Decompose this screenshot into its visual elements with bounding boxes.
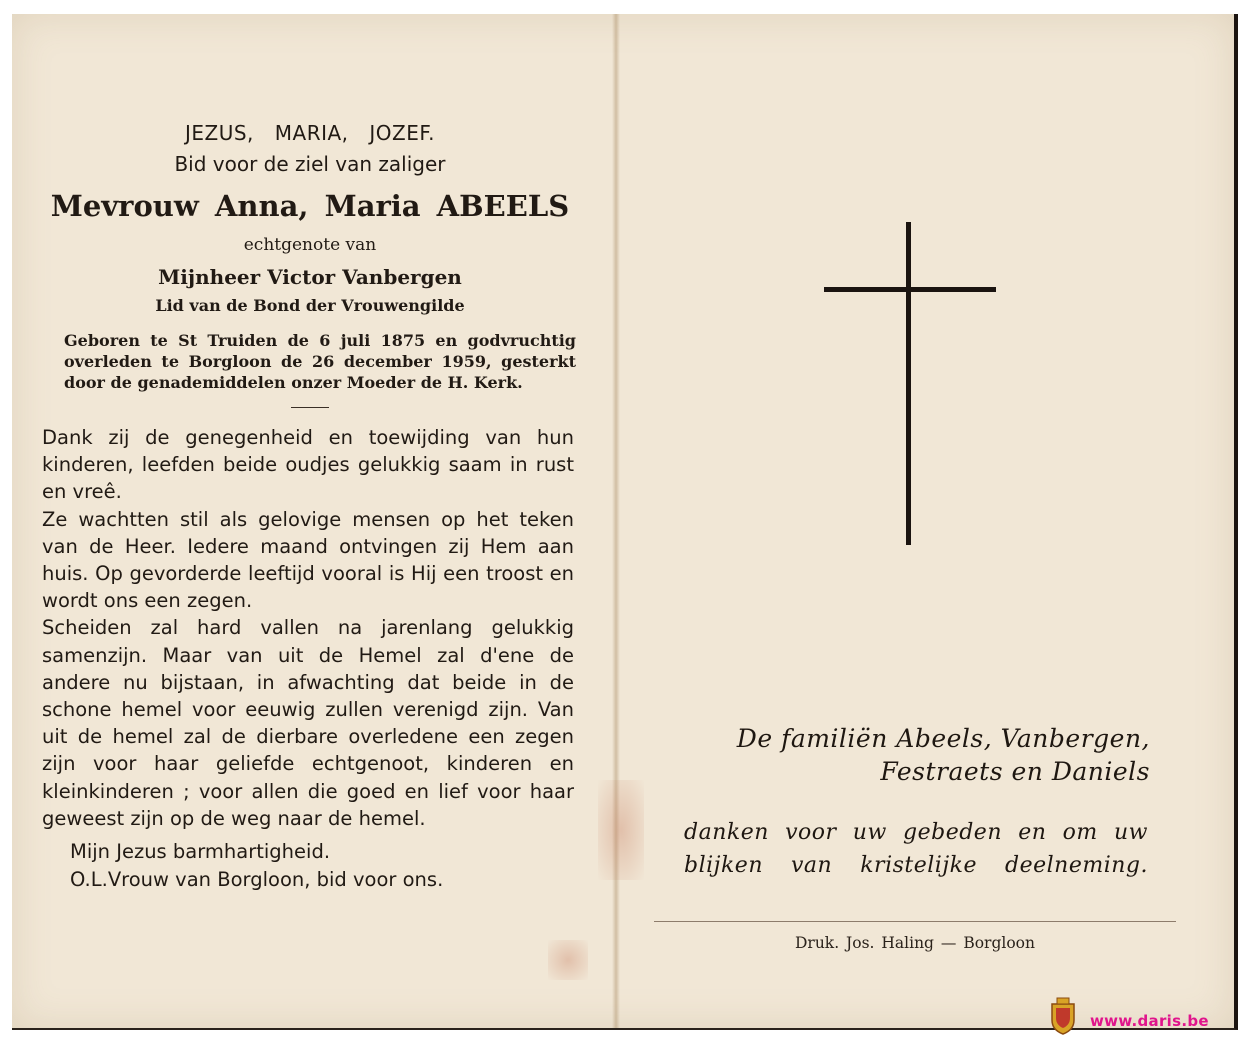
printer-credit: Druk. Jos. Haling — Borgloon [794,934,1035,952]
membership: Lid van de Bond der Vrouwengilde [155,296,465,315]
divider [291,407,329,408]
thanks [684,816,1148,882]
prayer-request: Bid voor de ziel van zaliger [174,152,446,176]
cross-icon [824,287,996,292]
paragraph: Dank zij de genegenheid en toewijding van hun kinderen, leefden beide oudjes gelukkig saam in rust en vreê. [42,426,574,504]
memorial-text [42,424,574,832]
closing-prayers [70,838,580,893]
prayer-line: Mijn Jezus barmhartigheid. [70,840,331,864]
left-panel [40,118,580,968]
deceased-name: Mevrouw Anna, Maria ABEELS [50,189,570,223]
watermark: www.daris.be [1090,1012,1209,1030]
crest-icon [1048,996,1078,1036]
families [680,722,1150,788]
thanks-line: danken voor uw gebeden en om uw [684,820,1148,845]
families-line: Festraets en Daniels [880,757,1150,786]
invocation: JEZUS, MARIA, JOZEF. [184,121,436,145]
prayer-line: O.L.Vrouw van Borgloon, bid voor ons. [70,867,444,891]
spouse-label: echtgenote van [243,235,377,255]
birth-death-text: Geboren te St Truiden de 6 juli 1875 en godvruchtig overleden te Borgloon de 26 december 1959, gesterkt door de genademiddelen onzer Moeder de H. Kerk. [64,331,576,392]
spouse-name: Mijnheer Victor Vanbergen [158,265,462,289]
families-line: De familiën Abeels, Vanbergen, [736,724,1150,753]
cross-icon [906,222,911,545]
thanks-line: blijken van kristelijke deelneming. [684,853,1148,878]
divider [654,921,1176,922]
paper-stain [598,780,644,880]
paragraph: Ze wachtten stil als gelovige mensen op het teken van de Heer. Iedere maand ontvingen zij Hem aan huis. Op gevorderde leeftijd vooral is Hij een troost en wordt ons een zegen. [42,507,574,613]
paragraph: Scheiden zal hard vallen na jarenlang gelukkig samenzijn. Maar van uit de Hemel zal d'ene de andere nu bijstaan, in afwachting dat beide in de schone hemel voor eeuwig zullen verenigd zijn. Van uit de hemel zal de dierbare overledene een zegen zijn voor haar geliefde echtgenoot, kinderen en kleinkinderen ; voor allen die goed en lief voor haar geweest zijn op de weg naar de hemel. [42,616,574,830]
